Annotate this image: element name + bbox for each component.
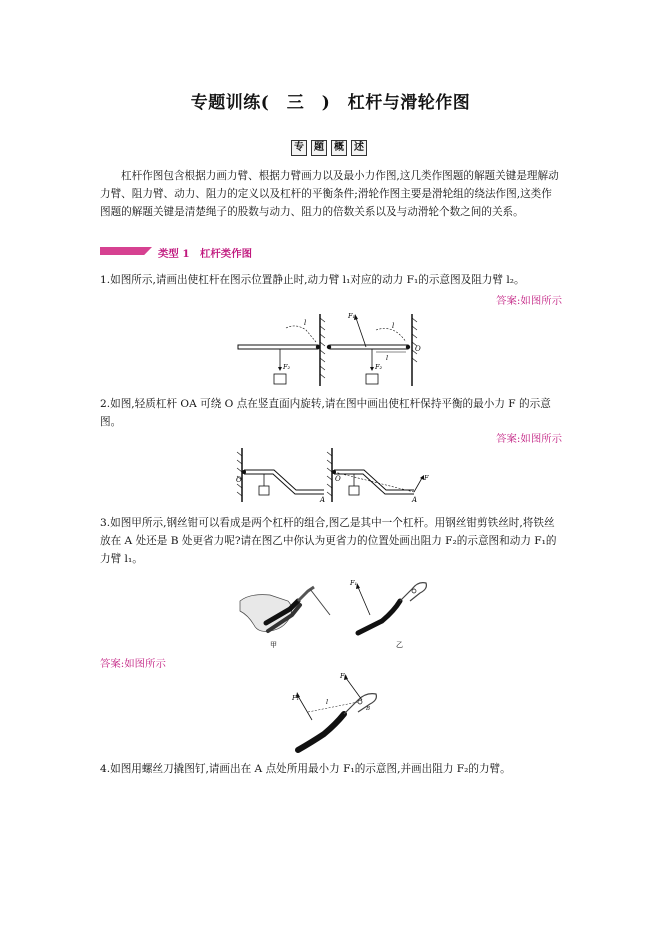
fig1-l1: l — [304, 319, 307, 327]
answer-3: 答案:如图所示 — [100, 658, 166, 670]
fig1-l2: l — [386, 354, 389, 362]
caption-jia: 甲 — [270, 641, 277, 649]
fig1-f2b: F₂ — [375, 363, 383, 371]
overview-box: 题 — [311, 140, 327, 156]
caption-yi: 乙 — [396, 641, 403, 649]
question-2: 2.如图,轻质杠杆 OA 可绕 O 点在竖直面内旋转,请在图中画出使杠杆保持平衡的最小力 F 的示意图。 — [100, 398, 551, 428]
fig2-a1: A — [320, 496, 326, 504]
figure-3-answer — [288, 670, 388, 756]
figure-1 — [236, 308, 426, 390]
fig1-f1: F₁ — [348, 312, 356, 320]
fig3a-l: l — [326, 698, 329, 706]
fig3-f1: F₁ — [350, 579, 358, 587]
fig2-a2: A — [412, 496, 418, 504]
overview-box: 概 — [331, 140, 347, 156]
fig3a-f1: F₁ — [292, 694, 300, 702]
question-4: 4.如图用螺丝刀撬图钉,请画出在 A 点处所用最小力 F₁的示意图,并画出阻力 F₂的力臂。 — [100, 763, 511, 775]
answer-2: 答案:如图所示 — [496, 433, 562, 445]
fig1-o: O — [415, 345, 421, 353]
fig3a-f2: F₂ — [340, 672, 348, 680]
question-1: 1.如图所示,请画出使杠杆在图示位置静止时,动力臂 l₁对应的动力 F₁的示意图及阻力臂 l₂。 — [100, 274, 525, 286]
fig1-f2a: F₂ — [283, 363, 291, 371]
figure-2 — [236, 446, 432, 506]
fig1-l-right: l — [392, 322, 395, 330]
banner-bar — [100, 247, 152, 255]
page-title: 专题训练( 三 ) 杠杆与滑轮作图 — [190, 93, 471, 113]
overview-heading — [291, 140, 367, 156]
intro-paragraph: 杠杆作图包含根据力画力臂、根据力臂画力以及最小力作图,这几类作图题的解题关键是理解动力臂、阻力臂、动力、阻力的定义以及杠杆的平衡条件;滑轮作图主要是滑轮组的绕法作图,这类作图题的解题关键是清楚绳子的股数与动力、阻力的倍数关系以及与动滑轮个数之间的关系。 — [100, 170, 559, 218]
figure-3 — [230, 571, 440, 651]
overview-box: 专 — [291, 140, 307, 156]
question-3: 3.如图甲所示,钢丝钳可以看成是两个杠杆的组合,图乙是其中一个杠杆。用钢丝钳剪铁丝时,将铁丝放在 A 处还是 B 处更省力呢?请在图乙中你认为更省力的位置处画出阻力 F₂的示意图和动力 F₁的力臂 l₁。 — [100, 517, 557, 565]
fig2-o1: O — [236, 476, 242, 484]
fig3a-label-b: B — [366, 706, 371, 712]
fig2-o2: O — [335, 475, 341, 483]
fig2-f: F — [424, 474, 429, 482]
overview-box: 述 — [351, 140, 367, 156]
answer-1: 答案:如图所示 — [496, 295, 562, 307]
section-label: 类型 1 杠杆类作图 — [158, 248, 252, 260]
